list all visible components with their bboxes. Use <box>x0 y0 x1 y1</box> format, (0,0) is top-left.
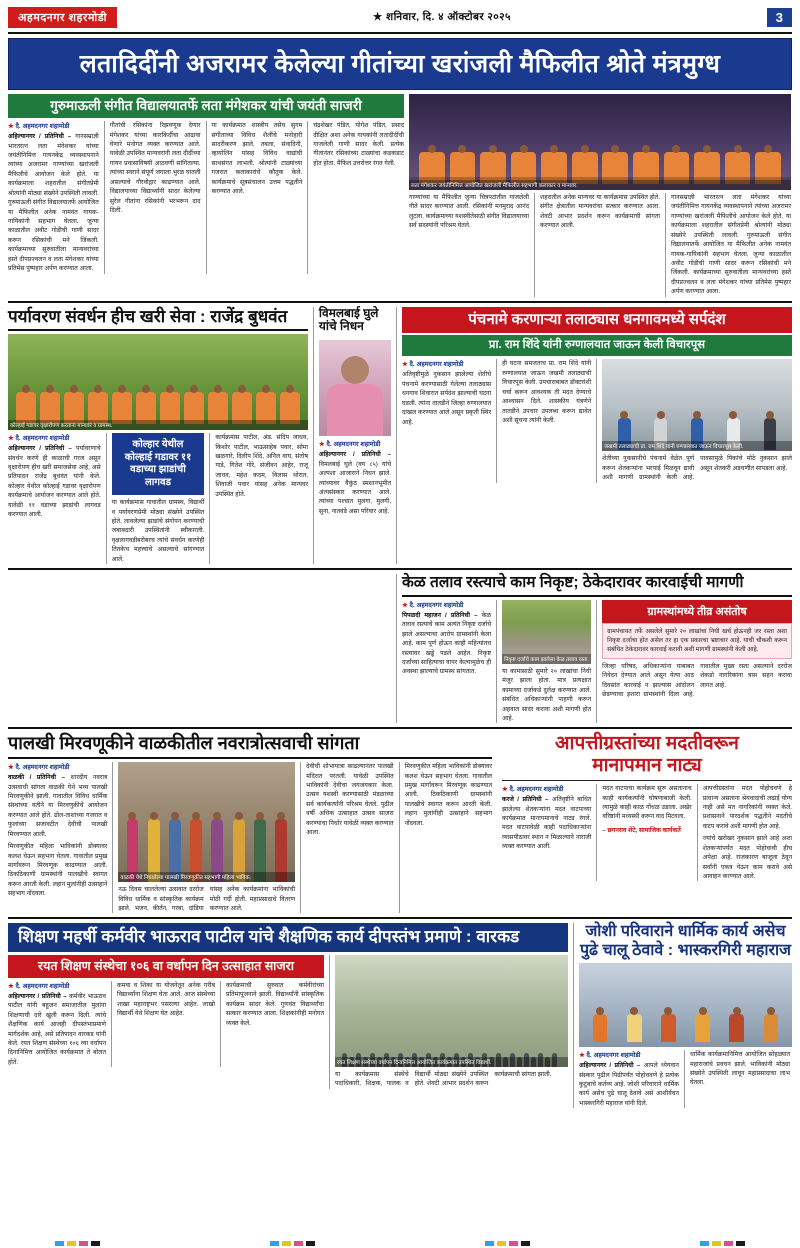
aid-col-2: मदत वाटपाचा कार्यक्रम सुरू असतानाच काही कार्यकर्त्यांनी घोषणाबाजी केली. त्यामुळे काही काळ गोंधळ उडाला. अखेर वरिष्ठांनी मध्यस्थी करून वाद मिटवला. <box>602 785 692 821</box>
section-divider-2 <box>8 568 792 570</box>
story-education <box>8 923 568 1108</box>
section-divider-3 <box>8 727 792 729</box>
registration-mark-set <box>485 1241 530 1246</box>
story-road <box>402 574 792 723</box>
registration-mark-set <box>55 1241 100 1246</box>
row-5 <box>8 923 792 1108</box>
palkhi-place: वाळकी / प्रतिनिधी – <box>8 774 65 782</box>
edu-photo <box>335 955 568 1067</box>
env-place: अहिल्यानगर / प्रतिनिधी – <box>8 445 72 453</box>
masthead-logo: अहमदनगर शहरमोडी <box>8 7 117 28</box>
aid-headline-1: आपत्तीग्रस्तांच्या मदतीवरून <box>555 733 739 755</box>
page-number: 3 <box>767 8 792 27</box>
env-col-2: या कार्यक्रमास गावातील ग्रामस्थ, विद्यार्थी व पर्यावरणप्रेमी मोठ्या संख्येने उपस्थित होते. लावलेल्या झाडांचे संगोपन करण्याची जबाबदारी उपस्थितांनी स्वीकारली. वृक्षलागवडीबरोबरच त्यांचे संवर्धन करणेही तितकेच महत्त्वाचे असल्याचे सांगण्यात आले. <box>111 499 205 563</box>
road-place: पिपळदी महाजन / प्रतिनिधी – <box>402 611 478 619</box>
snake-photo <box>602 359 792 451</box>
story-snakebite <box>402 307 792 565</box>
story-maharaj <box>579 923 792 1108</box>
lead-col-4: चंद्रशेखर पंडित, योगेश पंडित, प्रसाद दीक्षित अशा अनेक गायकांनी लतादीदींची गाजलेली गाणी सादर केली. प्रत्येक गीतानंतर रसिकांच्या टाळ्यांचा कडकडाट होत होता. मैफिल उत्तरोत्तर रंगत गेली. <box>313 122 405 167</box>
road-photo <box>502 600 591 664</box>
obit-text: विमलबाई घुले (वय ८५) यांचे अल्पशा आजाराने निधन झाले. त्यांच्यावर वैकुंठ स्मशानभूमीत अंत्यसंस्कार करण्यात आले. त्यांच्या पश्चात मुलगा, मुलगी, सुना, नातवंडे असा परिवार आहे. <box>318 460 392 515</box>
palkhi-headline: पालखी मिरवणूकीने वाळकीतील नवरात्रोत्सवाची सांगता <box>8 733 492 759</box>
edu-col-2: कमवा व शिका या योजनेतून अनेक गरीब विद्यार्थ्यांना शिक्षण घेता आले. आज संस्थेच्या शाखा महाराष्ट्रभर पसरल्या आहेत. लाखो विद्यार्थी येथे शिक्षण घेत आहेत. <box>117 981 216 1018</box>
story-obituary <box>319 307 391 565</box>
road-col-3: जिल्हा परिषद, अधिकाऱ्यांना याबाबत निवेदन देण्यात आले असून येत्या आठ दिवसांत कारवाई न झाल्यास आंदोलन छेडण्याचा इशारा ग्रामस्थांनी दिला आहे. गावातील मुख्य रस्ता असल्याने दररोज शेकडो नागरिकांना त्रास सहन करावा लागत आहे. <box>602 662 792 698</box>
maharaj-photo <box>579 963 792 1047</box>
section-divider-4 <box>8 917 792 919</box>
palkhi-photo-caption: वाळकी येथे निघालेल्या पालखी मिरवणुकीत सहभागी महिला भाविक. <box>118 872 295 882</box>
env-highlight-box: कोल्हार येथील कोल्हाई गडावर ११ वडाच्या झाडांची लागवड <box>112 433 205 495</box>
palkhi-col-2: नऊ दिवस चाललेल्या उत्सवात दररोज विविध धार्मिक व सांस्कृतिक कार्यक्रम झाले. भजन, कीर्तन, गरबा, दांडिया यांसह अनेक कार्यक्रमांना भाविकांची मोठी गर्दी होती. महाप्रसादाचे वितरण करण्यात आले. <box>118 886 296 913</box>
registration-mark-set <box>700 1241 745 1246</box>
registration-marks <box>0 1241 800 1246</box>
masthead <box>8 6 792 28</box>
obit-place: अहिल्यानगर / प्रतिनिधी – <box>318 451 392 459</box>
lead-place: अहिल्यानगर / प्रतिनिधी – <box>8 133 72 141</box>
lead-col-2: गीतांची रसिकांना रिझवणूक देणार मंगेशकर यांच्या कारकिर्दीचा आढावा घेणारे मनोगत व्यक्त करण्यात आले. यावेळी उपस्थित मान्यवरांनी लता दीदींच्या गायन प्रवासाविषयी आठवणी सांगितल्या. त्यांच्या स्वराने संपूर्ण जगाला भुरळ घातली असल्याचे गौरवोद्गार काढण्यात आले. विद्यालयाच्या विद्यार्थ्यांनी सादर केलेल्या सुरेल गीतांना रसिकांनी भरभरून दाद दिली. <box>109 122 201 214</box>
env-headline: पर्यावरण संवर्धन हीच खरी सेवा : राजेंद्र बुधवंत <box>8 307 308 332</box>
aid-col-3: आपत्तीग्रस्तांना मदत पोहोचवणे हे प्राधान्य असताना श्रेयवादाची लढाई योग्य नाही असे मत नागरिकांनी व्यक्त केले. प्रशासनाने पारदर्शक पद्धतीने मदतीचे वाटप करावे अशी मागणी होत आहे. <box>702 785 793 830</box>
snake-headline: पंचनामे करणाऱ्या तलाठ्यास धनगावमध्ये सर्पदंश <box>402 307 792 333</box>
photo-people <box>122 808 292 882</box>
env-dateline: ★ दै. अहमदनगर शहामोडी <box>8 435 70 443</box>
masthead-divider <box>8 32 792 34</box>
photo-people <box>14 386 302 424</box>
masthead-date: ★ शनिवार, दि. ४ ऑक्टोबर २०२५ <box>372 11 511 23</box>
palkhi-col-3: देवीची शोभायात्रा काढल्यानंतर पालखी मंदिरात परतली. यावेळी उपस्थित भाविकांनी देवीचा जयजयकार केला. उत्सव यशस्वी करण्यासाठी मंडळाच्या सर्व कार्यकर्त्यांनी परिश्रम घेतले. पुढील वर्षी अधिक उत्साहात उत्सव साजरा करण्याचा निर्धार यावेळी व्यक्त करण्यात आला. <box>306 763 394 837</box>
env-col-3: कार्यक्रमास पाटील, अंड. संदिप जाधव, किशोर पाटील, भाऊसाहेब पवार, सोमा खळगारे, दिलीप शिंदे, अनिल वाघ, संतोष गाडे, गितेश गोरे, संजीवन आहेर, राजू जाधव, महेश कदम, विलास थोरात, शिवाजी पवार यांसह अनेक मान्यवर उपस्थित होते. <box>215 434 308 498</box>
road-photo-caption: निकृष्ट दर्जाचे काम झालेला केळ तलाव रस्ता. <box>502 654 591 664</box>
obit-dateline: ★ दै. अहमदनगर शहामोडी <box>318 441 381 449</box>
env-col-1: पर्यावरणाचे संवर्धन करणे ही काळाची गरज असून वृक्षारोपण हीच खरी समाजसेवा आहे, असे प्रतिपादन राजेंद्र बुधवंत यांनी केले. कोल्हार येथील कोल्हाई गडावर वृक्षारोपण कार्यक्रमाचे आयोजन करण्यात आले होते. यावेळी ११ वडाच्या झाडांची लागवड करण्यात आली. <box>8 445 101 519</box>
row-4 <box>8 733 792 913</box>
section-divider-1 <box>8 301 792 303</box>
aid-dateline: ★ दै. अहमदनगर शहामोडी <box>502 786 564 794</box>
lead-photo-caption: लता मंगेशकर जयंतीनिमित्त आयोजित खरांजली मैफिलीत सहभागी कलाकार व मान्यवर. <box>409 180 791 190</box>
road-redbox-text: ग्रामपंचायत तर्फे असलेले सुमारे २० लाखांचा निधी खर्च होऊनही जर रस्ता अशा निकृष्ट दर्जाचा होत असेल तर हा एक प्रकारचा भ्रष्टाचार आहे. याची चौकशी करून संबंधित ठेकेदारावर कारवाई करावी अशी मागणी ग्रामस्थांनी केली आहे. <box>602 623 792 659</box>
registration-mark-set <box>270 1241 315 1246</box>
palkhi-col-1: शारदीय नवरात्र उत्सवाची सांगता वाळकी येथे भव्य पालखी मिरवणुकीने झाली. गावातील विविध धार्मिक संस्थांच्या वतीने या मिरवणुकीचे आयोजन करण्यात आले होते. ढोल-ताशांच्या गजरात व फुलांच्या सजावटीत देवीची पालखी मिरवण्यात आली. <box>8 774 108 838</box>
edu-dateline: ★ दै. अहमदनगर शहामोडी <box>8 982 70 990</box>
edu-col-4: या कार्यक्रमास संस्थेचे पदाधिकारी, शिक्षक, पालक व विद्यार्थी मोठ्या संख्येने उपस्थित होते. शेवटी आभार प्रदर्शन करून कार्यक्रमाची सांगता झाली. <box>334 1070 552 1088</box>
main-banner-headline: लतादिदींनी अजरामर केलेल्या गीतांच्या खरांजली मैफिलीत श्रोते मंत्रमुग्ध <box>8 38 792 90</box>
maharaj-place: अहिल्यानगर / प्रतिनिधी – <box>579 1062 641 1070</box>
aid-col-4: ज्यांचे खरोखर नुकसान झाले आहे अशा शेतकऱ्यांपर्यंत मदत पोहोचावी हीच अपेक्षा आहे. राजकारण बाजूला ठेवून सर्वांनी एकत्र येऊन काम करावे असे आवाहन करण्यात आले. <box>702 835 793 880</box>
palkhi-col-1b: मिरवणुकीत महिला भाविकांनी डोक्यावर कलश घेऊन सहभाग घेतला. गावातील प्रमुख मार्गांवरून मिरवणूक काढण्यात आली. ठिकठिकाणी ग्रामस्थांनी पालखीचे स्वागत करून आरती केली. लहान मुलांनीही उत्साहाने सहभाग नोंदवला. <box>8 843 108 898</box>
lead-col-7: गानसम्राज्ञी भारतरत्न लता मंगेशकर यांच्या जयंतीनिमित्त गायनकेंद्र व्यवस्थापनाने त्यांच्या अजरामर गाण्यांच्या खरांजली मैफिलीचे आयोजन केले होते. या कार्यक्रमाला शहरातील संगीतप्रेमी श्रोत्यांनी मोठ्या संख्येने उपस्थिती लावली. गुरुमाऊली संगीत विद्यालयातर्फे आयोजित या मैफिलीत अनेक नामवंत गायक-गायिकांनी सहभाग घेतला. जुन्या काळातील अवीट गोडीची गाणी सादर करून रसिकांची मने जिंकली. कार्यक्रमाच्या सुरुवातीला मान्यवरांच्या हस्ते दीपप्रज्वलन व लता मंगेशकर यांच्या प्रतिमेस पुष्पहार अर्पण करण्यात आला. <box>671 194 792 296</box>
road-redbox-title: ग्रामस्थांमध्ये तीव्र असंतोष <box>602 600 792 623</box>
edu-photo-caption: रयत शिक्षण संस्थेच्या वर्धापन दिनानिमित्त आयोजित कार्यक्रमात उपस्थित विद्यार्थी. <box>335 1057 568 1067</box>
snake-col-3: शेतीच्या नुकसानीचे पंचनामे वेळेत पूर्ण करून शेतकऱ्यांना भरपाई मिळवून द्यावी अशी मागणी ग्रामस्थांनी केली आहे. पावसामुळे पिकांचे मोठे नुकसान झाले असून शेतकरी अडचणीत सापडला आहे. <box>602 455 792 482</box>
snake-col-2: ही घटना समजताच प्रा. राम शिंदे यांनी रुग्णालयात जाऊन जखमी तलाठ्याची विचारपूस केली. उपचाराबाबत डॉक्टरांशी चर्चा करून आवश्यक ती मदत देण्याचे आश्वासन दिले. शासकीय यंत्रणेने तातडीने उपचार उपलब्ध करून द्यावेत अशी सूचना त्यांनी केली. <box>502 360 592 424</box>
lead-subhead: गुरुमाऊली संगीत विद्यालयातर्फे लता मंगेशकर यांची जयंती साजरी <box>8 94 404 118</box>
edu-place: अहिल्यानगर / प्रतिनिधी – <box>8 992 67 1000</box>
palkhi-col-4: मिरवणुकीत महिला भाविकांनी डोक्यावर कलश घेऊन सहभाग घेतला. गावातील प्रमुख मार्गांवरून मिरवणूक काढण्यात आली. ठिकठिकाणी ग्रामस्थांनी पालखीचे स्वागत करून आरती केली. लहान मुलांनीही उत्साहाने सहभाग नोंदवला. <box>404 763 493 827</box>
snake-dateline: ★ दै. अहमदनगर शहामोडी <box>402 361 464 369</box>
obit-headline: विमलबाई घुले यांचे निधन <box>318 305 379 334</box>
maharaj-col-2: धार्मिक कार्यक्रमानिमित्त आयोजित सोहळ्यात महाराजांचे प्रवचन झाले. भाविकांनी मोठ्या संख्येने उपस्थिती लावून महाप्रसादाचा लाभ घेतला. <box>690 1051 790 1087</box>
env-photo-caption: कोल्हाई गडावर वृक्षारोपण करताना मान्यवर व ग्रामस्थ. <box>8 420 308 430</box>
maharaj-headline: जोशी परिवाराने धार्मिक कार्य असेच पुढे चालू ठेवावे : भास्करगिरी महाराज <box>579 923 792 959</box>
photo-people <box>583 1009 788 1043</box>
edu-subhead: रयत शिक्षण संस्थेचा १०६ वा वर्धापन दिन उत्साहात साजरा <box>8 955 324 978</box>
lead-story <box>8 94 792 297</box>
palkhi-photo <box>118 762 295 882</box>
edu-col-1: कर्मवीर भाऊराव पाटील यांनी बहुजन समाजातील मुलांना शिक्षणाची दारे खुली करून दिली. त्यांचे शैक्षणिक कार्य आजही दीपस्तंभाप्रमाणे मार्गदर्शक आहे, असे प्रतिपादन वारकड यांनी केले. रयत शिक्षण संस्थेच्या १०६ व्या वर्धापन दिनानिमित्त आयोजित कार्यक्रमात ते बोलत होते. <box>8 992 107 1066</box>
story-aid <box>502 733 792 913</box>
row-2 <box>8 307 792 565</box>
aid-headline-2: मानापमान नाट्य <box>592 755 702 777</box>
lead-col-5: गाण्यांच्या या मैफिलीत जुन्या चित्रपटांतील गाजलेली गीते सादर करण्यात आली. रसिकांनी मनमुराद आनंद लुटला. कार्यक्रमाच्या यशस्वीतेसाठी संगीत विद्यालयाच्या सर्व सदस्यांनी परिश्रम घेतले. <box>409 194 530 230</box>
maharaj-dateline: ★ दै. अहमदनगर शहामोडी <box>579 1052 641 1060</box>
story-environment <box>8 307 308 565</box>
aid-place: करजे / प्रतिनिधी – <box>502 796 549 804</box>
obit-photo <box>319 340 391 436</box>
road-dateline: ★ दै. अहमदनगर शहामोडी <box>402 601 464 609</box>
row-3 <box>8 574 792 723</box>
aid-col-1: अतिवृष्टीने बाधित झालेल्या शेतकऱ्यांना मदत वाटपाच्या कार्यक्रमात मानापमानाचे नाट्य रंगले. मदत वाटपावेळी काही पदाधिकाऱ्यांना व्यासपीठावर स्थान न मिळाल्याने नाराजी व्यक्त करण्यात आली. <box>502 796 592 851</box>
edu-headline: शिक्षण महर्षी कर्मवीर भाऊराव पाटील यांचे शैक्षणिक कार्य दीपस्तंभ प्रमाणे : वारकड <box>8 923 568 951</box>
lead-dateline: ★ दै. अहमदनगर शहामोडी <box>8 123 70 131</box>
snake-subhead: प्रा. राम शिंदे यांनी रुग्णालयात जाऊन केली विचारपूस <box>402 335 792 357</box>
story-palkhi <box>8 733 492 913</box>
maharaj-col-1: आपले ध्येयवान संस्कार पुढील पिढीपर्यंत पोहोचवणे हे प्रत्येक कुटुंबाचे कर्तव्य आहे. जोशी परिवाराने धार्मिक कार्य असेच पुढे चालू ठेवावे असे आशीर्वचन भास्करगिरी महाराज यांनी दिले. <box>579 1062 679 1107</box>
palkhi-dateline: ★ दै. अहमदनगर शहामोडी <box>8 764 70 772</box>
lead-col-6: शहरातील अनेक मान्यवर या कार्यक्रमास उपस्थित होते. संगीत क्षेत्रातील मान्यवरांचा सत्कार करण्यात आला. शेवटी आभार प्रदर्शन करून कार्यक्रमाची सांगता करण्यात आली. <box>540 194 661 230</box>
aid-quote-attribution: – छगनराव शेटे, सामाजिक कार्यकर्ते <box>602 826 681 834</box>
lead-col-1: गानसम्राज्ञी भारतरत्न लता मंगेशकर यांच्या जयंतीनिमित्त गायनकेंद्र व्यवस्थापनाने त्यांच्या अजरामर गाण्यांच्या खरांजली मैफिलीचे आयोजन केले होते. या कार्यक्रमाला शहरातील संगीतप्रेमी श्रोत्यांनी मोठ्या संख्येने उपस्थिती लावली. गुरुमाऊली संगीत विद्यालयातर्फे आयोजित या मैफिलीत अनेक नामवंत गायक-गायिकांनी सहभाग घेतला. जुन्या काळातील अवीट गोडीची गाणी सादर करून रसिकांची मने जिंकली. कार्यक्रमाच्या सुरुवातीला मान्यवरांच्या हस्ते दीपप्रज्वलन व लता मंगेशकर यांच्या प्रतिमेस पुष्पहार अर्पण करण्यात आला. <box>8 133 99 273</box>
edu-col-3: कार्यक्रमाची सुरुवात कर्मवीरांच्या प्रतिमापूजनाने झाली. विद्यार्थ्यांनी सांस्कृतिक कार्यक्रम सादर केले. गुणवंत विद्यार्थ्यांचा सत्कार करण्यात आला. शिक्षकांनीही मनोगत व्यक्त केले. <box>226 981 325 1027</box>
lead-story-photo <box>409 94 791 190</box>
snake-col-1: अतिवृष्टीमुळे नुकसान झालेल्या शेतीचे पंचनामे करण्यासाठी गेलेल्या तलाठ्यास धनगाव शिवारात सर्पदंश झाल्याची घटना घडली. त्यांना तातडीने जिल्हा रुग्णालयात दाखल करण्यात आले असून प्रकृती स्थिर आहे. <box>402 371 492 426</box>
road-headline: केळ तलाव रस्त्याचे काम निकृष्ट; ठेकेदारावर कारवाईची मागणी <box>402 574 792 597</box>
snake-photo-caption: जखमी तलाठ्याची प्रा. राम शिंदे यांनी रुग्णालयात जाऊन विचारपूस केली. <box>602 441 792 451</box>
lead-col-3: या कार्यक्रमात शास्त्रीय तसेच सुगम संगीताच्या विविध शैलींचे मनोहारी सादरीकरण झाले. तबला, संवादिनी, व्हायोलिन यांसह विविध वाद्यांची साथसंगत लाभली. श्रोत्यांनी टाळ्यांच्या गजरात कलाकारांचे कौतुक केले. कार्यक्रमाचे सूत्रसंचालन उत्तम पद्धतीने करण्यात आले. <box>211 122 303 196</box>
road-col-2: या कामासाठी सुमारे २० लाखांचा निधी मंजूर झाला होता. मात्र प्रत्यक्षात कामाच्या दर्जाकडे दुर्लक्ष करण्यात आले. संबंधित अधिकाऱ्यांनी पाहणी करून अहवाल सादर करावा अशी मागणी होत आहे. <box>502 667 592 723</box>
road-col-1: केळ तलाव रस्त्याचे काम अत्यंत निकृष्ट दर्जाचे झाले असल्याचा आरोप ग्रामस्थांनी केला आहे. काम पूर्ण होऊन काही महिन्यांतच रस्त्यावर खड्डे पडले आहेत. निकृष्ट दर्जाच्या साहित्याचा वापर केल्यामुळेच ही अवस्था झाल्याचे ग्रामस्थ सांगतात. <box>402 611 492 676</box>
env-photo <box>8 334 308 430</box>
